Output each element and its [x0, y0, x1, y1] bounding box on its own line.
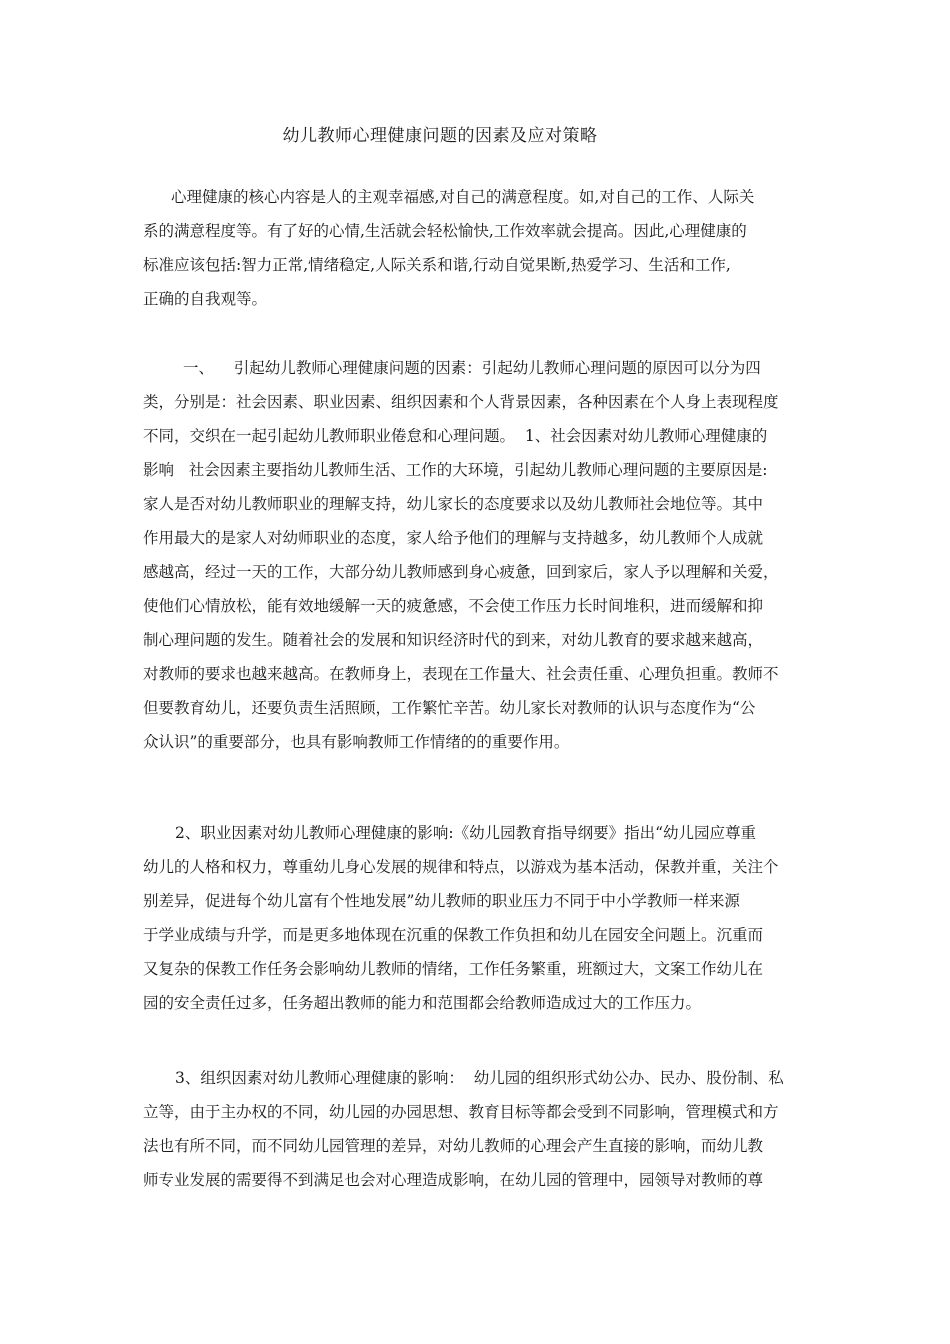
text-line: 2、职业因素对幼儿教师心理健康的影响:《幼儿园教育指导纲要》指出“幼儿园应尊重	[175, 824, 757, 842]
text-line: 正确的自我观等。	[143, 290, 268, 308]
text-line: 园的安全责任过多，任务超出教师的能力和范围都会给教师造成过大的工作压力。	[143, 994, 702, 1012]
text-line: 影响 社会因素主要指幼儿教师生活、工作的大环境，引起幼儿教师心理问题的主要原因是:	[143, 461, 768, 479]
text-line: 众认识”的重要部分，也具有影响教师工作情绪的的重要作用。	[143, 733, 570, 751]
text-line: 心理健康的核心内容是人的主观幸福感,对自己的满意程度。如,对自己的工作、人际关	[171, 188, 755, 206]
text-line: 立等，由于主办权的不同，幼儿园的办园思想、教育目标等都会受到不同影响，管理模式和方	[143, 1103, 779, 1121]
text-line: 别差异，促进每个幼儿富有个性地发展”幼儿教师的职业压力不同于中小学教师一样来源	[143, 892, 740, 910]
text-line: 使他们心情放松，能有效地缓解一天的疲惫感，不会使工作压力长时间堆积，进而缓解和抑	[143, 597, 764, 615]
text-line: 师专业发展的需要得不到满足也会对心理造成影响，在幼儿园的管理中，园领导对教师的尊	[143, 1171, 764, 1189]
text-line: 3、组织因素对幼儿教师心理健康的影响： 幼儿园的组织形式幼公办、民办、股份制、私	[175, 1069, 784, 1087]
text-line: 幼儿的人格和权力，尊重幼儿身心发展的规律和特点，以游戏为基本活动，保教并重，关注个	[143, 858, 779, 876]
text-line: 类，分别是：社会因素、职业因素、组织因素和个人背景因素，各种因素在个人身上表现程度	[143, 393, 779, 411]
paragraph-social-factors	[143, 351, 815, 759]
paragraph-intro	[143, 180, 815, 316]
text-line: 标准应该包括:智力正常,情绪稳定,人际关系和谐,行动自觉果断,热爱学习、生活和工作,	[143, 256, 731, 274]
document-title: 幼儿教师心理健康问题的因素及应对策略	[282, 126, 598, 146]
text-line: 作用最大的是家人对幼师职业的态度，家人给予他们的理解与支持越多，幼儿教师个人成就	[143, 529, 764, 547]
paragraph-organizational-factors	[143, 1061, 815, 1197]
text-line: 对教师的要求也越来越高。在教师身上，表现在工作量大、社会责任重、心理负担重。教师不	[143, 665, 779, 683]
text-line: 不同，交织在一起引起幼儿教师职业倦怠和心理问题。 1、社会因素对幼儿教师心理健康的	[143, 427, 768, 445]
text-line: 一、 引起幼儿教师心理健康问题的因素：引起幼儿教师心理问题的原因可以分为四	[183, 359, 761, 377]
text-line: 法也有所不同，而不同幼儿园管理的差异，对幼儿教师的心理会产生直接的影响，而幼儿教	[143, 1137, 764, 1155]
text-line: 感越高，经过一天的工作，大部分幼儿教师感到身心疲惫，回到家后，家人予以理解和关爱，	[143, 563, 779, 581]
text-line: 但要教育幼儿，还要负责生活照顾，工作繁忙辛苦。幼儿家长对教师的认识与态度作为“公	[143, 699, 756, 717]
text-line: 又复杂的保教工作任务会影响幼儿教师的情绪，工作任务繁重，班额过大，文案工作幼儿在	[143, 960, 764, 978]
text-line: 系的满意程度等。有了好的心情,生活就会轻松愉快,工作效率就会提高。因此,心理健康的	[143, 222, 747, 240]
text-line: 制心理问题的发生。随着社会的发展和知识经济时代的到来，对幼儿教育的要求越来越高，	[143, 631, 764, 649]
text-line: 于学业成绩与升学，而是更多地体现在沉重的保教工作负担和幼儿在园安全问题上。沉重而	[143, 926, 764, 944]
paragraph-occupational-factors	[143, 816, 815, 1020]
text-line: 家人是否对幼儿教师职业的理解支持，幼儿家长的态度要求以及幼儿教师社会地位等。其中	[143, 495, 764, 513]
